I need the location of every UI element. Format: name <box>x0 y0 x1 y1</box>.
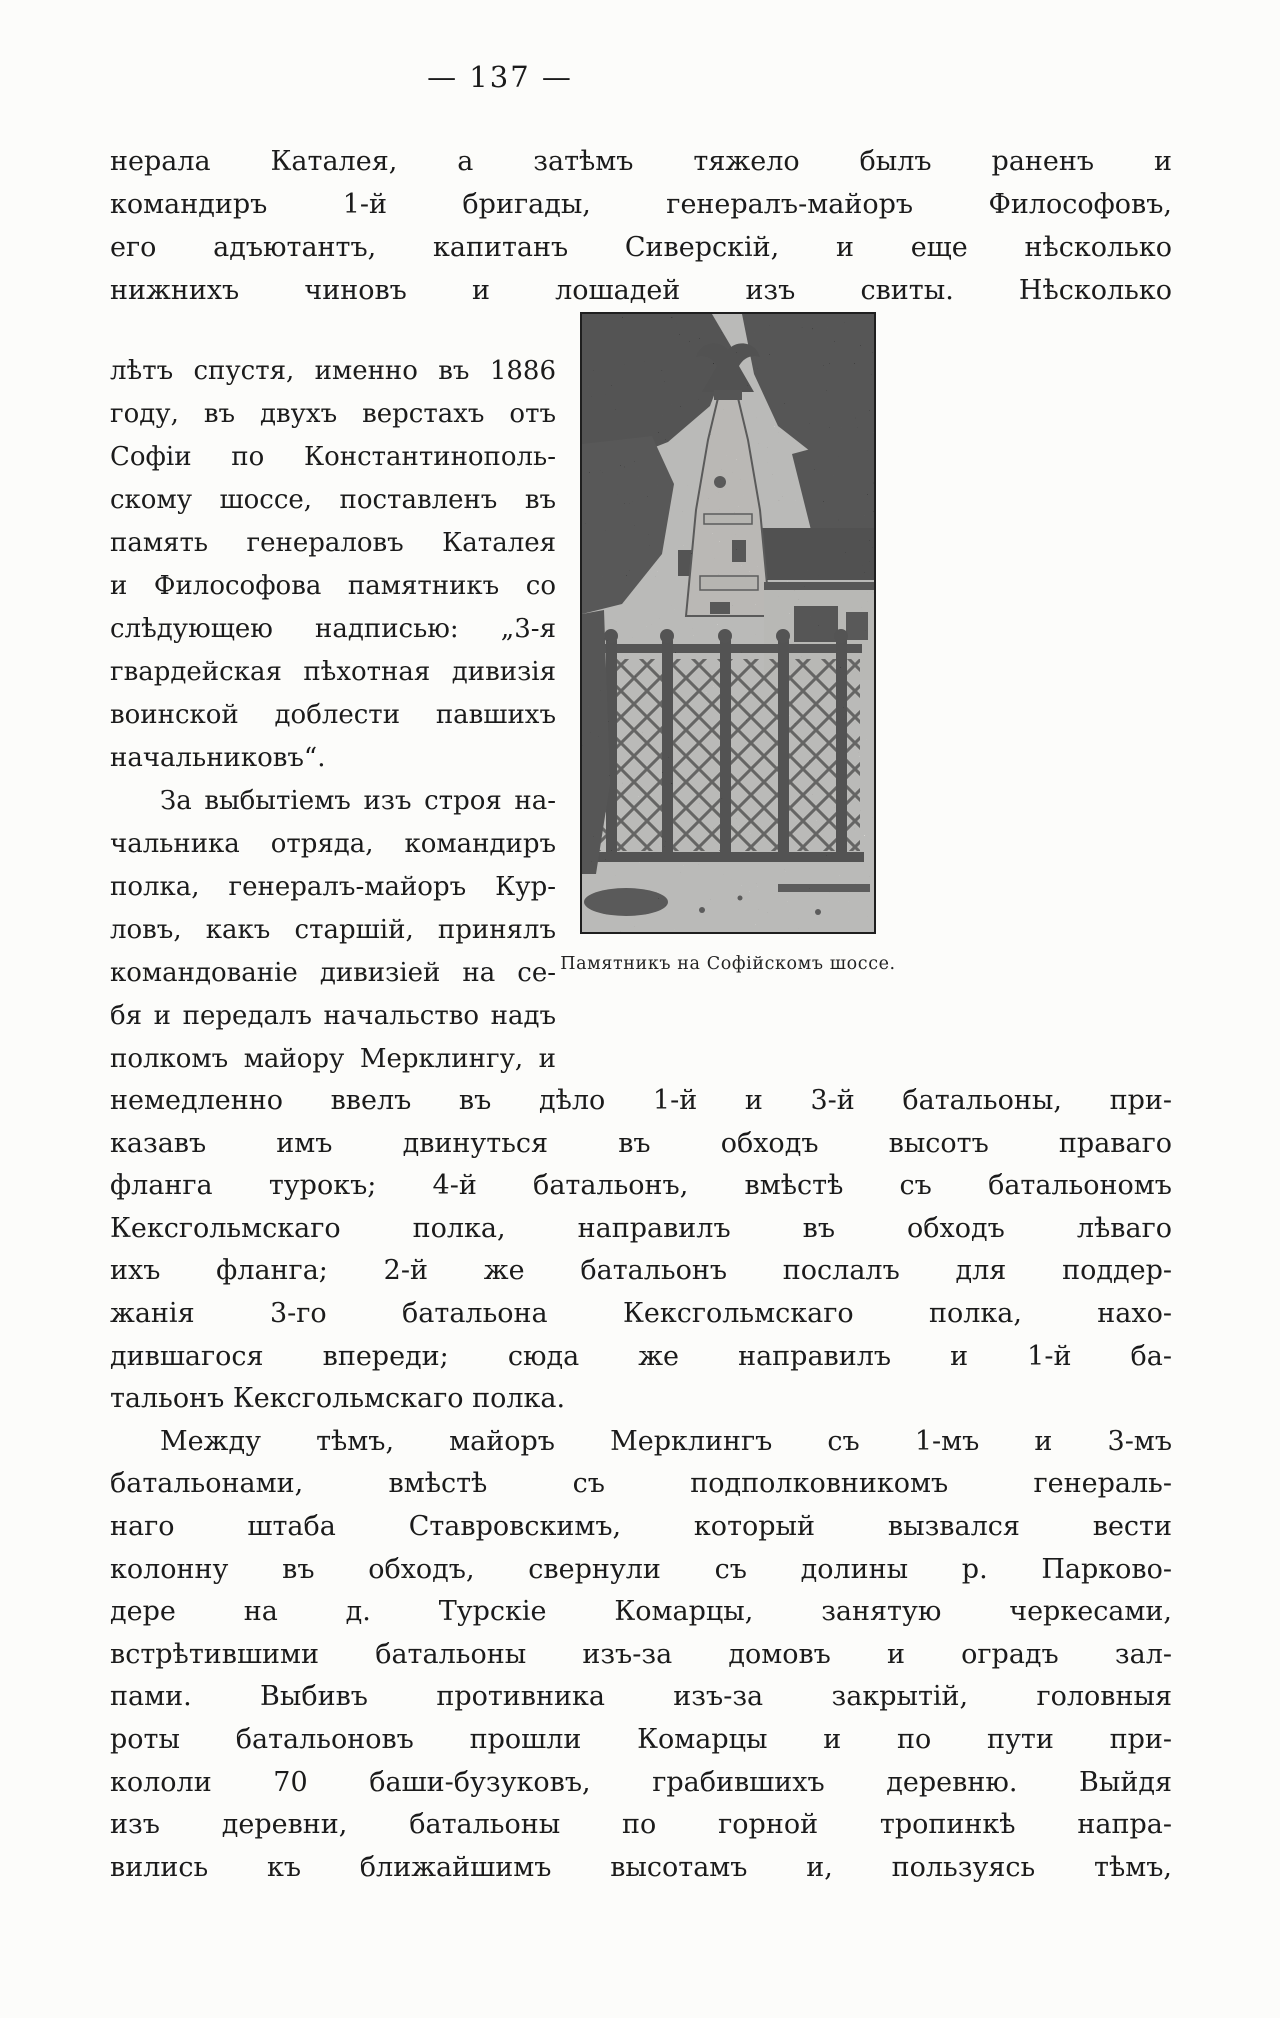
text-line: слѣдующею надписью: „3-я <box>110 614 556 644</box>
text-line: память генераловъ Каталея <box>110 528 556 558</box>
text-line: изъ деревни, батальоны по горной тропинкѣ напра- <box>110 1809 1172 1841</box>
text-line: казавъ имъ двинуться въ обходъ высотъ праваго <box>110 1127 1172 1159</box>
text-line: батальонами, вмѣстѣ съ подполковникомъ генераль- <box>110 1468 1172 1500</box>
text-line: Между тѣмъ, майоръ Мерклингъ съ 1-мъ и 3-мъ <box>160 1425 1172 1457</box>
text-line: командиръ 1-й бригады, генералъ-майоръ Философовъ, <box>110 189 1172 220</box>
paragraph-bottom <box>110 1080 1172 1889</box>
text-line: Кексгольмскаго полка, направилъ въ обходъ лѣваго <box>110 1212 1172 1244</box>
text-line: его адъютантъ, капитанъ Сиверскій, и еще нѣсколько <box>110 232 1172 263</box>
paragraph-wrap-column <box>110 350 556 1081</box>
text-line: вились къ ближайшимъ высотамъ и, пользуясь тѣмъ, <box>110 1851 1172 1883</box>
text-line: колонну въ обходъ, свернули съ долины р. Парково- <box>110 1553 1172 1585</box>
text-line: нерала Каталея, а затѣмъ тяжело былъ раненъ и <box>110 146 1172 177</box>
text-line: тальонъ Кексгольмскаго полка. <box>110 1383 566 1415</box>
text-line: дере на д. Турскіе Комарцы, занятую черкесами, <box>110 1596 1172 1628</box>
text-line: начальниковъ“. <box>110 743 326 773</box>
text-line: За выбытіемъ изъ строя на- <box>160 786 556 816</box>
text-line: воинской доблести павшихъ <box>110 700 556 730</box>
text-line: немедленно ввелъ въ дѣло 1-й и 3-й батальоны, при- <box>110 1085 1172 1116</box>
text-line: ловъ, какъ старшій, принялъ <box>110 915 556 945</box>
text-line: дившагося впереди; сюда же направилъ и 1-й ба- <box>110 1340 1172 1372</box>
text-line: полкомъ майору Мерклингу, и <box>110 1044 556 1074</box>
text-line: фланга турокъ; 4-й батальонъ, вмѣстѣ съ батальономъ <box>110 1170 1172 1202</box>
text-line: чальника отряда, командиръ <box>110 829 556 859</box>
text-line: встрѣтившими батальоны изъ-за домовъ и оградъ зал- <box>110 1638 1172 1670</box>
text-line: году, въ двухъ верстахъ отъ <box>110 399 556 429</box>
text-line: бя и передалъ начальство надъ <box>110 1001 556 1031</box>
text-line: лѣтъ спустя, именно въ 1886 <box>110 356 556 386</box>
text-line: и Философова памятникъ со <box>110 571 556 601</box>
text-line: роты батальоновъ прошли Комарцы и по пути при- <box>110 1723 1172 1755</box>
page-number: — 137 — <box>427 60 573 94</box>
monument-figure <box>560 312 896 974</box>
text-line: кололи 70 баши-бузуковъ, грабившихъ деревню. Выйдя <box>110 1766 1172 1798</box>
text-line: командованіе дивизіей на се- <box>110 958 556 988</box>
monument-photo <box>580 312 876 934</box>
text-line: жанія 3-го батальона Кексгольмскаго полка, нахо- <box>110 1297 1172 1329</box>
paragraph-top <box>110 140 1172 312</box>
text-line: ихъ фланга; 2-й же батальонъ послалъ для поддер- <box>110 1255 1172 1287</box>
text-line: скому шоссе, поставленъ въ <box>110 485 556 515</box>
text-line: гвардейская пѣхотная дивизія <box>110 657 556 687</box>
text-line: полка, генералъ-майоръ Кур- <box>110 872 556 902</box>
text-line: пами. Выбивъ противника изъ-за закрытій, головныя <box>110 1681 1172 1713</box>
text-line: Софіи по Константинополь- <box>110 442 556 472</box>
text-line: нижнихъ чиновъ и лошадей изъ свиты. Нѣсколько <box>110 275 1172 306</box>
text-line: наго штаба Ставровскимъ, который вызвался вести <box>110 1510 1172 1542</box>
figure-caption: Памятникъ на Софійскомъ шоссе. <box>560 954 896 974</box>
